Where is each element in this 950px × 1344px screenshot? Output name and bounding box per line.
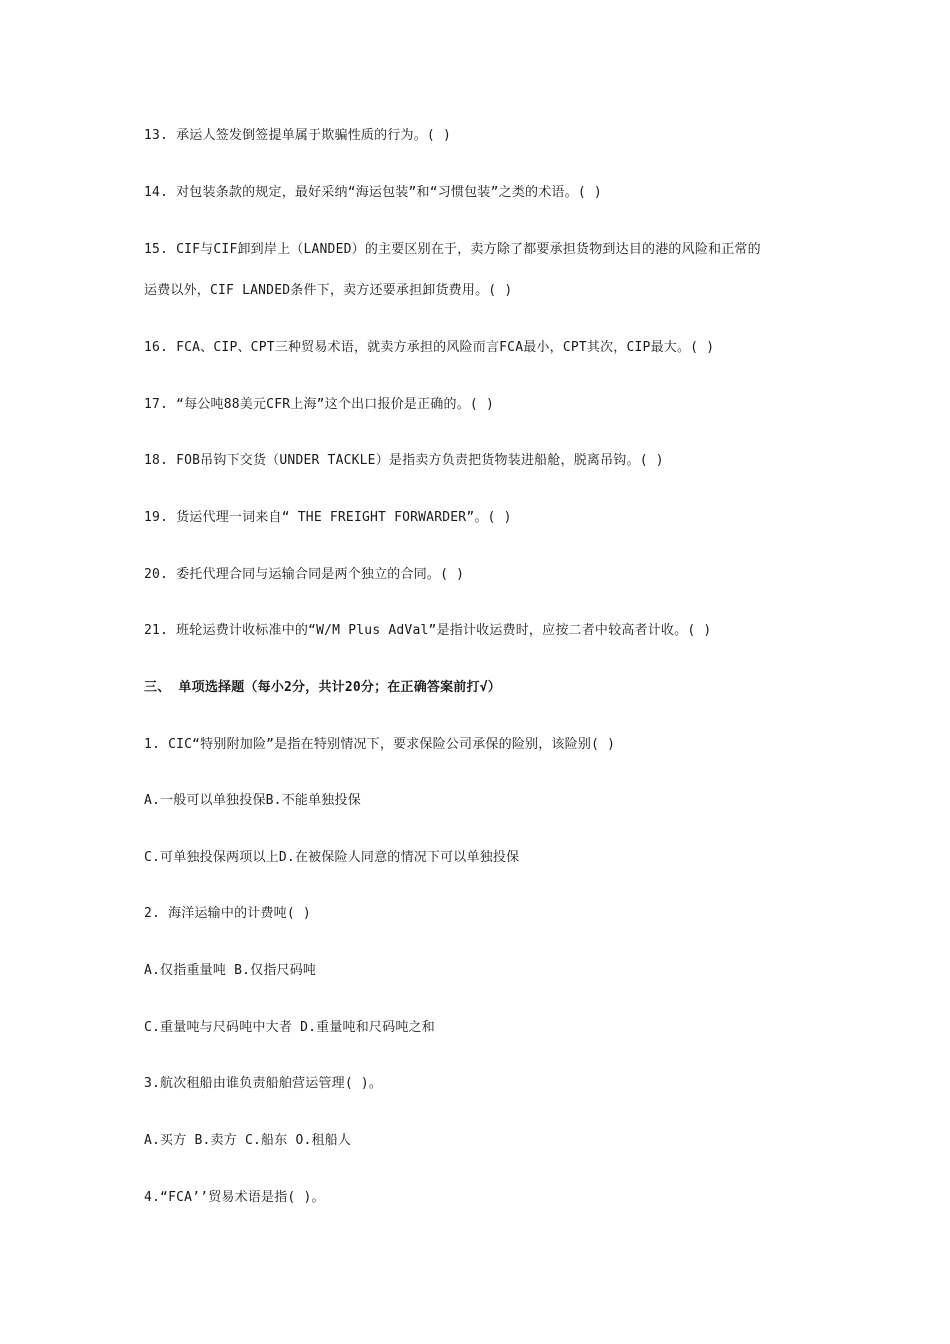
question-14: 14. 对包装条款的规定，最好采纳“海运包装”和“习惯包装”之类的术语。( ) xyxy=(144,185,602,200)
choice-2-options-ab: A.仅指重量吨 B.仅指尺码吨 xyxy=(144,963,317,978)
choice-2-options-cd: C.重量吨与尺码吨中大者 D.重量吨和尺码吨之和 xyxy=(144,1020,435,1035)
question-21: 21. 班轮运费计收标准中的“W/M Plus AdVal”是指计收运费时，应按二者中较高者计收。( ) xyxy=(144,623,712,638)
question-13: 13. 承运人签发倒签提单属于欺骗性质的行为。( ) xyxy=(144,128,451,143)
choice-1-options-ab: A.一般可以单独投保B.不能单独投保 xyxy=(144,793,361,808)
choice-1-options-cd: C.可单独投保两项以上D.在被保险人同意的情况下可以单独投保 xyxy=(144,850,520,865)
question-15-line-2: 运费以外，CIF LANDED条件下，卖方还要承担卸货费用。( ) xyxy=(144,283,513,298)
question-20: 20. 委托代理合同与运输合同是两个独立的合同。( ) xyxy=(144,567,465,582)
choice-3-options: A.买方 B.卖方 C.船东 O.租船人 xyxy=(144,1133,352,1148)
question-15-line-1: 15. CIF与CIF卸到岸上（LANDED）的主要区别在于，卖方除了都要承担货物到达目的港的风险和正常的 xyxy=(144,242,761,257)
section-heading: 三、 单项选择题（每小2分，共计20分；在正确答案前打√） xyxy=(144,680,501,695)
question-17: 17. “每公吨88美元CFR上海”这个出口报价是正确的。( ) xyxy=(144,397,494,412)
question-19: 19. 货运代理一词来自“ THE FREIGHT FORWARDER”。( ) xyxy=(144,510,512,525)
choice-question-3: 3.航次租船由谁负责船舶营运管理( )。 xyxy=(144,1076,383,1091)
question-16: 16. FCA、CIP、CPT三种贸易术语，就卖方承担的风险而言FCA最小，CPT其次，CIP最大。( ) xyxy=(144,340,715,355)
question-18: 18. FOB吊钩下交货（UNDER TACKLE）是指卖方负责把货物装进船舱，脱离吊钩。( ) xyxy=(144,453,664,468)
choice-question-4: 4.“FCA’’贸易术语是指( )。 xyxy=(144,1190,325,1205)
choice-question-1: 1. CIC“特别附加险”是指在特别情况下，要求保险公司承保的险别，该险别( ) xyxy=(144,737,616,752)
choice-question-2: 2. 海洋运输中的计费吨( ) xyxy=(144,906,311,921)
